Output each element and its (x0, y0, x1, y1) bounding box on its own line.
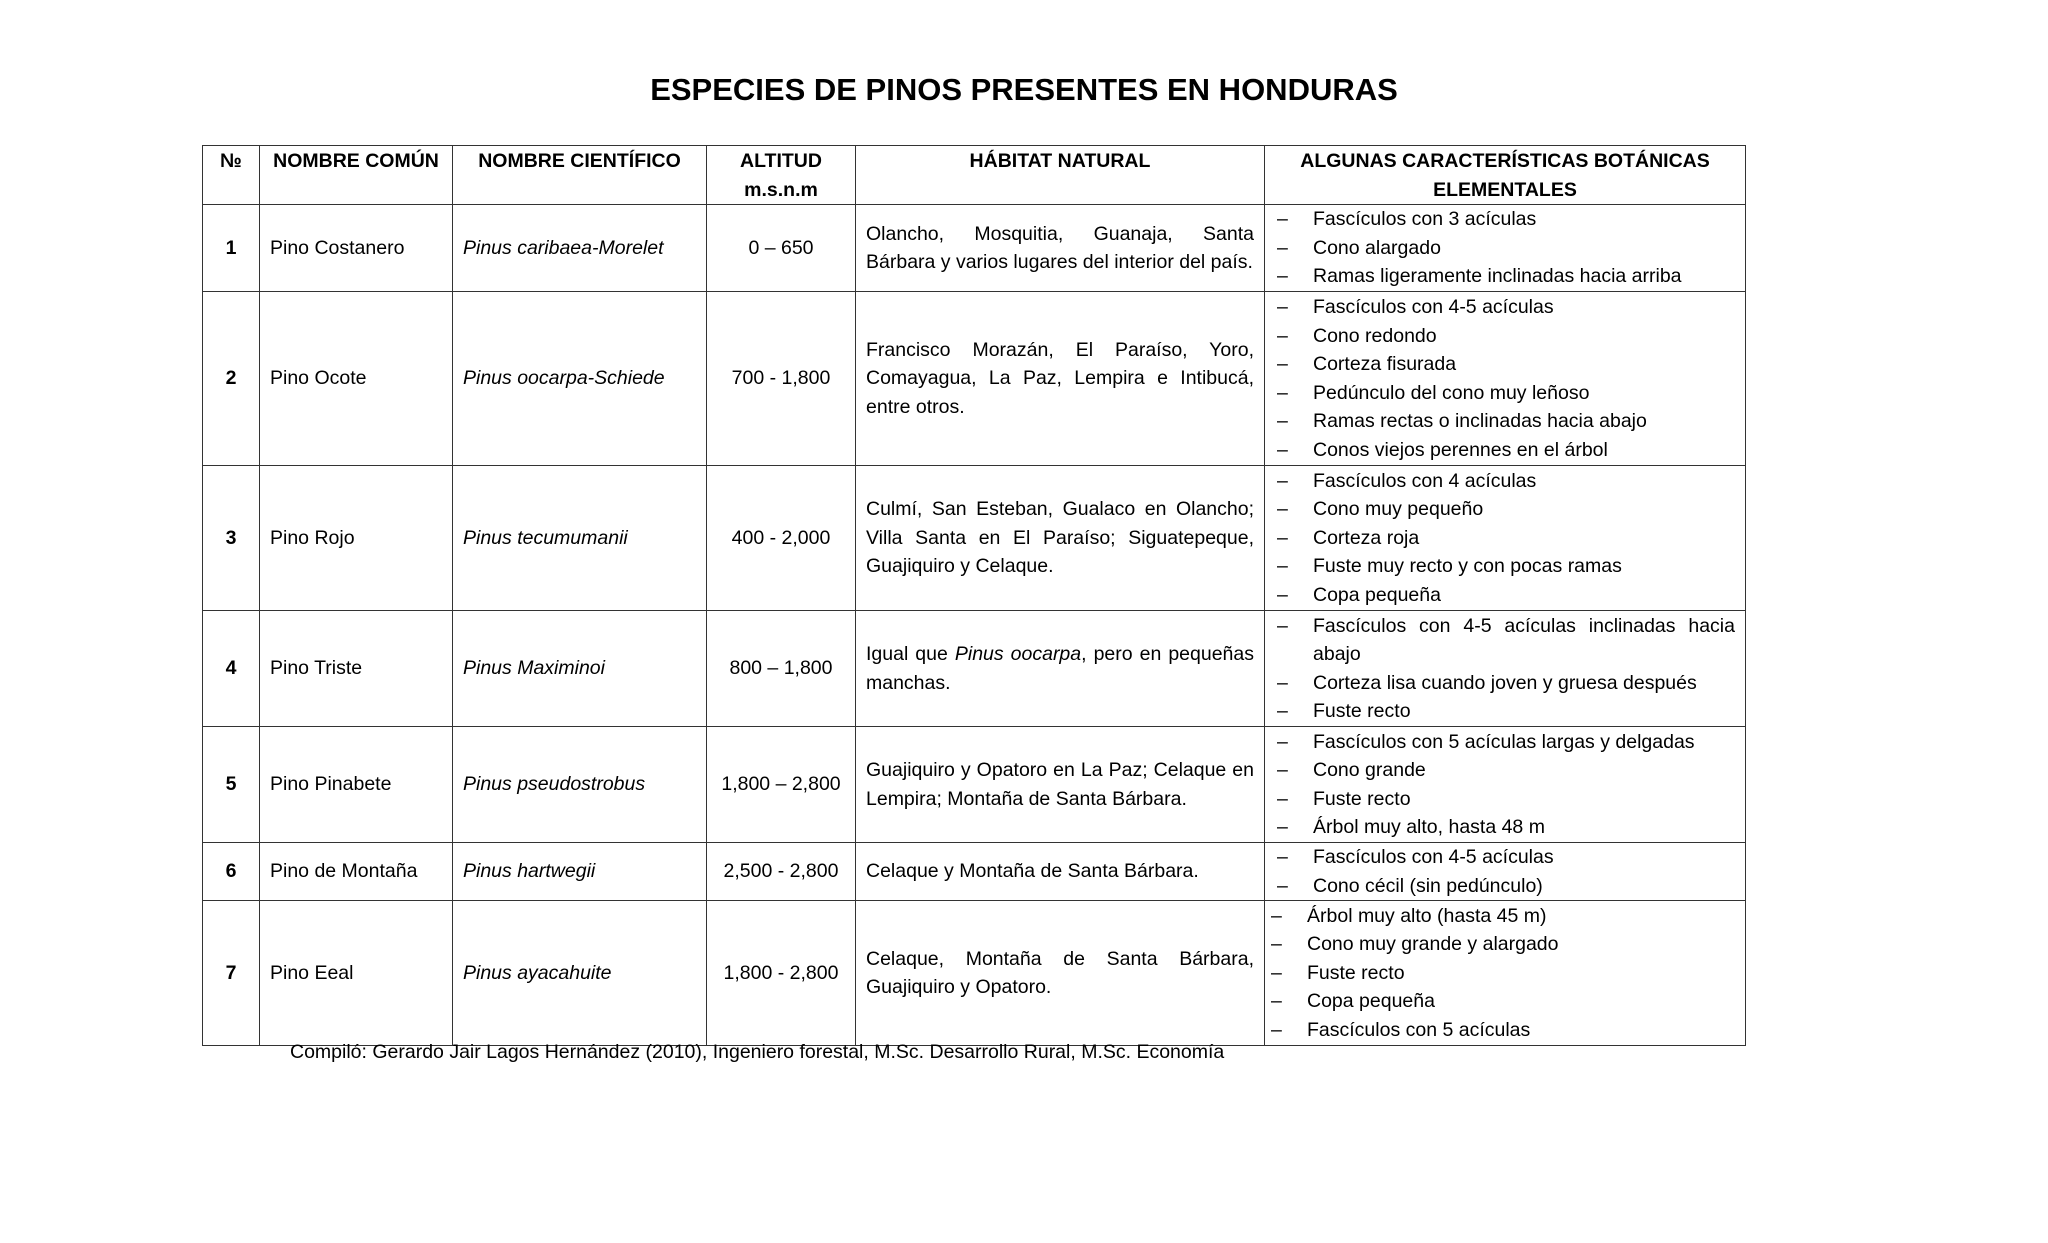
list-item: – Conos viejos perennes en el árbol (1275, 436, 1735, 465)
table-row (203, 292, 1746, 466)
table-row (203, 205, 1746, 292)
altitude: 1,800 – 2,800 (707, 727, 856, 843)
altitude: 1,800 - 2,800 (707, 901, 856, 1046)
common-name: Pino Eeal (260, 901, 453, 1046)
characteristics (1265, 901, 1746, 1046)
list-item: – Copa pequeña (1275, 581, 1735, 610)
dash-bullet: – (1277, 787, 1288, 810)
header-altitude: ALTITUD m.s.n.m (707, 146, 856, 205)
table-row (203, 466, 1746, 611)
list-item: – Corteza fisurada (1275, 350, 1735, 379)
habitat: Celaque, Montaña de Santa Bárbara, Guajiquiro y Opatoro. (856, 901, 1265, 1046)
row-number: 5 (203, 727, 260, 843)
list-item: – Fascículos con 5 acículas largas y delgadas (1275, 728, 1735, 757)
list-item: – Pedúnculo del cono muy leñoso (1275, 379, 1735, 408)
dash-bullet: – (1271, 1018, 1282, 1041)
list-item: – Fascículos con 4-5 acículas inclinadas hacia abajo (1275, 612, 1735, 669)
dash-bullet: – (1277, 410, 1288, 432)
habitat: Olancho, Mosquitia, Guanaja, Santa Bárbara y varios lugares del interior del país. (856, 205, 1265, 292)
row-number: 2 (203, 292, 260, 466)
dash-bullet: – (1271, 904, 1282, 927)
dash-bullet: – (1277, 700, 1288, 722)
altitude: 700 - 1,800 (707, 292, 856, 466)
table-row (203, 901, 1746, 1046)
dash-bullet: – (1277, 498, 1288, 521)
dash-bullet: – (1277, 671, 1288, 694)
header-num: № (203, 146, 260, 205)
common-name: Pino Ocote (260, 292, 453, 466)
characteristics (1265, 466, 1746, 611)
list-item: – Árbol muy alto, hasta 48 m (1275, 813, 1735, 842)
habitat-species-reference: Pinus oocarpa (954, 643, 1082, 665)
list-item: – Fuste recto (1275, 959, 1735, 988)
header-habitat: HÁBITAT NATURAL (856, 146, 1265, 205)
dash-bullet: – (1277, 438, 1288, 461)
row-number: 6 (203, 843, 260, 901)
dash-bullet: – (1277, 730, 1288, 753)
table-row (203, 727, 1746, 843)
common-name: Pino Triste (260, 611, 453, 727)
dash-bullet: – (1277, 265, 1288, 288)
list-item: – Cono alargado (1275, 234, 1735, 263)
dash-bullet: – (1277, 208, 1288, 231)
habitat: Culmí, San Esteban, Gualaco en Olancho; Villa Santa en El Paraíso; Siguatepeque, Guajiquiro y Celaque. (856, 466, 1265, 611)
list-item: – Fascículos con 5 acículas (1275, 1016, 1735, 1045)
list-item: – Fascículos con 4-5 acículas (1275, 293, 1735, 322)
common-name: Pino Costanero (260, 205, 453, 292)
scientific-name: Pinus hartwegii (453, 843, 707, 901)
habitat: Igual que Pinus oocarpa, pero en pequeñas manchas. (856, 611, 1265, 727)
list-item: – Cono redondo (1275, 322, 1735, 351)
characteristics (1265, 292, 1746, 466)
dash-bullet: – (1277, 469, 1288, 492)
dash-bullet: – (1277, 846, 1288, 868)
common-name: Pino Rojo (260, 466, 453, 611)
scientific-name: Pinus ayacahuite (453, 901, 707, 1046)
dash-bullet: – (1277, 614, 1288, 637)
list-item: – Cono cécil (sin pedúnculo) (1275, 872, 1735, 901)
dash-bullet: – (1277, 381, 1288, 404)
habitat: Francisco Morazán, El Paraíso, Yoro, Comayagua, La Paz, Lempira e Intibucá, entre otros. (856, 292, 1265, 466)
dash-bullet: – (1271, 961, 1282, 984)
characteristics (1265, 205, 1746, 292)
row-number: 1 (203, 205, 260, 292)
common-name: Pino de Montaña (260, 843, 453, 901)
list-item: – Corteza roja (1275, 524, 1735, 553)
species-table (202, 145, 1746, 1046)
list-item: – Corteza lisa cuando joven y gruesa después (1275, 669, 1735, 698)
list-item: – Ramas ligeramente inclinadas hacia arriba (1275, 262, 1735, 291)
altitude: 800 – 1,800 (707, 611, 856, 727)
dash-bullet: – (1277, 583, 1288, 606)
scientific-name: Pinus tecumumanii (453, 466, 707, 611)
dash-bullet: – (1277, 324, 1288, 347)
dash-bullet: – (1277, 816, 1288, 838)
scientific-name: Pinus caribaea-Morelet (453, 205, 707, 292)
list-item: – Cono muy grande y alargado (1275, 930, 1735, 959)
list-item: – Árbol muy alto (hasta 45 m) (1275, 902, 1735, 931)
dash-bullet: – (1277, 555, 1288, 578)
list-item: – Fuste recto (1275, 697, 1735, 726)
habitat: Guajiquiro y Opatoro en La Paz; Celaque en Lempira; Montaña de Santa Bárbara. (856, 727, 1265, 843)
list-item: – Ramas rectas o inclinadas hacia abajo (1275, 407, 1735, 436)
dash-bullet: – (1277, 526, 1288, 549)
compiler-credit: Compiló: Gerardo Jair Lagos Hernández (2010), Ingeniero forestal, M.Sc. Desarrollo Rural, M.Sc. Economía (290, 1041, 1225, 1063)
dash-bullet: – (1271, 933, 1282, 956)
dash-bullet: – (1277, 759, 1288, 781)
list-item: – Fascículos con 4-5 acículas (1275, 843, 1735, 872)
altitude: 2,500 - 2,800 (707, 843, 856, 901)
table-row (203, 843, 1746, 901)
scientific-name: Pinus oocarpa-Schiede (453, 292, 707, 466)
page-title: ESPECIES DE PINOS PRESENTES EN HONDURAS (650, 72, 1398, 107)
dash-bullet: – (1277, 236, 1288, 259)
common-name: Pino Pinabete (260, 727, 453, 843)
list-item: – Cono grande (1275, 756, 1735, 785)
list-item: – Fuste muy recto y con pocas ramas (1275, 552, 1735, 581)
list-item: – Fascículos con 3 acículas (1275, 205, 1735, 234)
scientific-name: Pinus Maximinoi (453, 611, 707, 727)
characteristics (1265, 727, 1746, 843)
dash-bullet: – (1271, 990, 1282, 1013)
header-scientific-name: NOMBRE CIENTÍFICO (453, 146, 707, 205)
altitude: 400 - 2,000 (707, 466, 856, 611)
characteristics (1265, 611, 1746, 727)
list-item: – Cono muy pequeño (1275, 495, 1735, 524)
row-number: 7 (203, 901, 260, 1046)
scientific-name: Pinus pseudostrobus (453, 727, 707, 843)
dash-bullet: – (1277, 296, 1288, 318)
list-item: – Fuste recto (1275, 785, 1735, 814)
dash-bullet: – (1277, 874, 1288, 897)
characteristics (1265, 843, 1746, 901)
header-common-name: NOMBRE COMÚN (260, 146, 453, 205)
table-header-row (203, 146, 1746, 205)
list-item: – Copa pequeña (1275, 987, 1735, 1016)
row-number: 3 (203, 466, 260, 611)
habitat: Celaque y Montaña de Santa Bárbara. (856, 843, 1265, 901)
dash-bullet: – (1277, 353, 1288, 375)
table-row (203, 611, 1746, 727)
altitude: 0 – 650 (707, 205, 856, 292)
header-characteristics: ALGUNAS CARACTERÍSTICAS BOTÁNICAS ELEMENTALES (1265, 146, 1746, 205)
row-number: 4 (203, 611, 260, 727)
list-item: – Fascículos con 4 acículas (1275, 467, 1735, 496)
